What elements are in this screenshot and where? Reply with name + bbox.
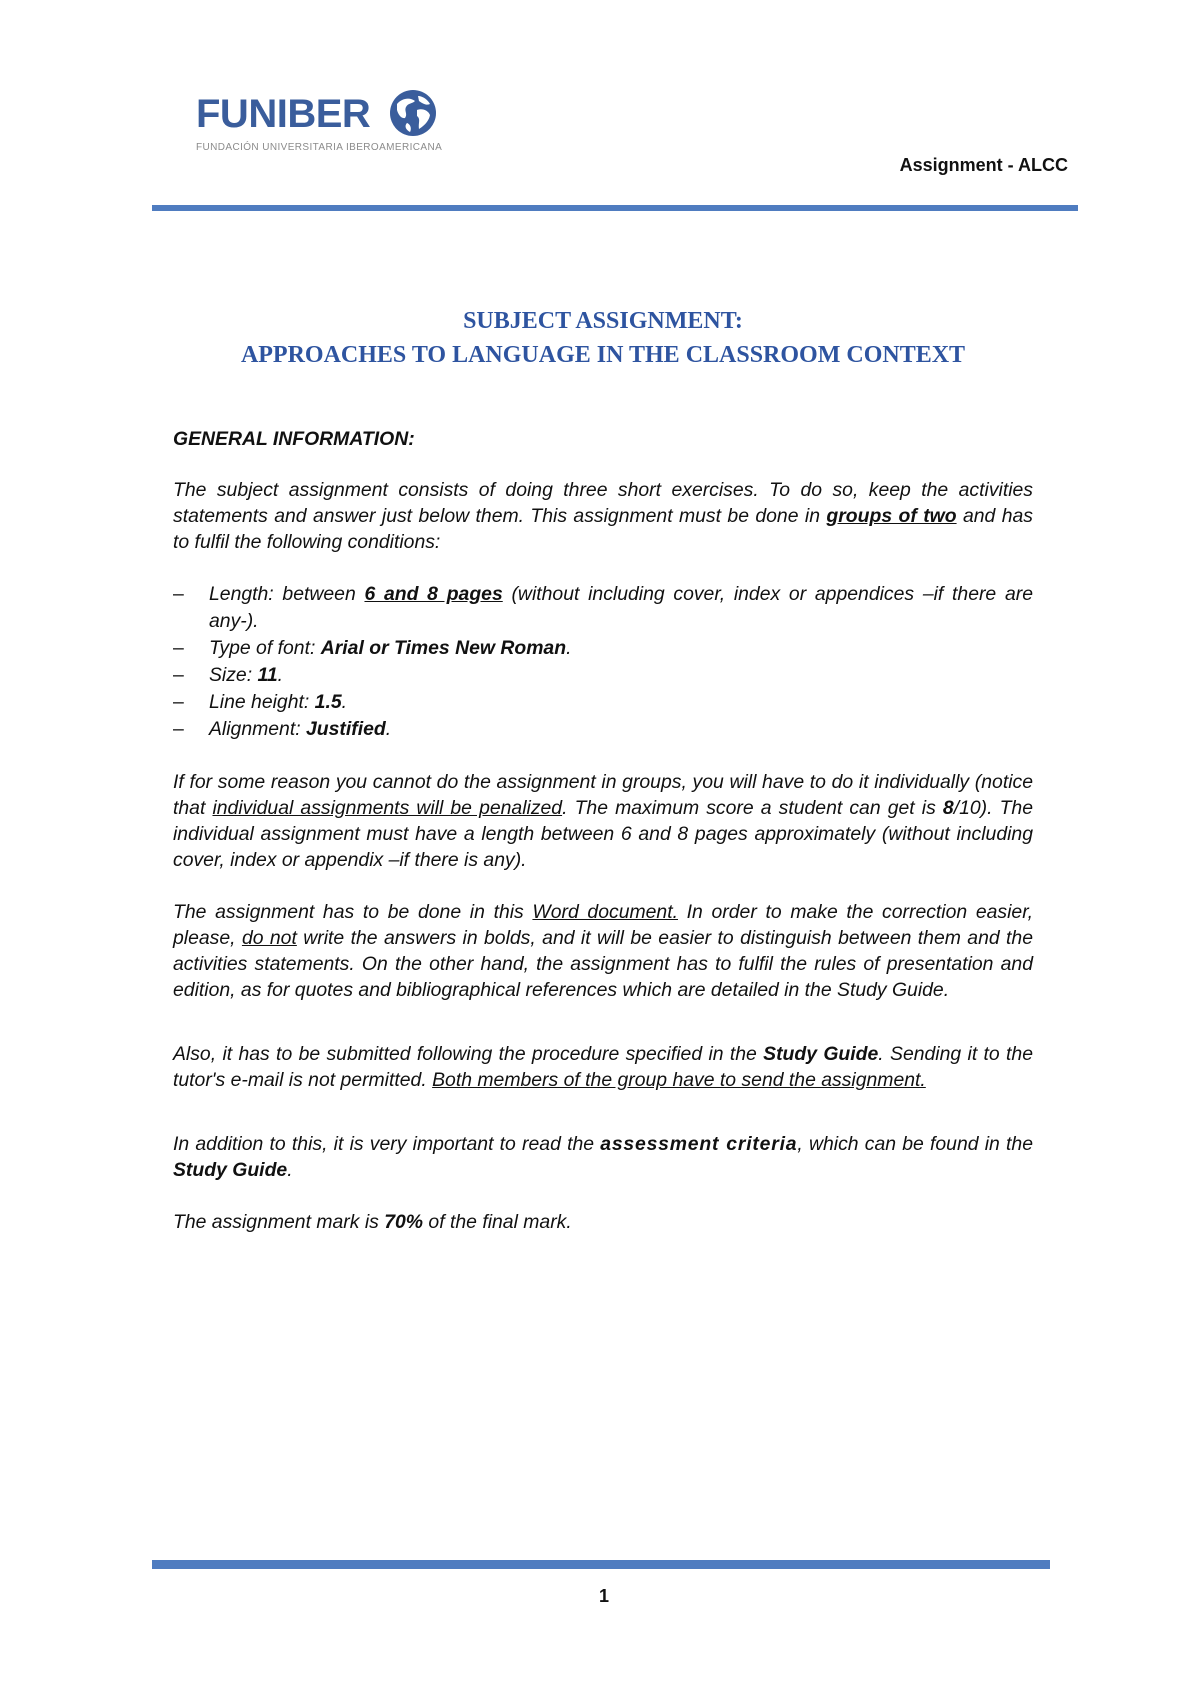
condition-rest: .	[566, 637, 572, 659]
intro-text: The subject assignment consists of doing three short exercises. To do so, keep the activities statements and answer just below them. This assignment must be done in	[173, 479, 1033, 527]
condition-value: 11	[257, 664, 278, 686]
mark-paragraph	[173, 1209, 1033, 1235]
assessment-text-b: , which can be found in the	[797, 1133, 1034, 1155]
document-body	[173, 426, 1033, 1235]
conditions-list	[173, 581, 1033, 743]
header-assignment-label: Assignment - ALCC	[899, 155, 1068, 175]
footer-rule	[152, 1560, 1050, 1569]
title-line-2: APPROACHES TO LANGUAGE IN THE CLASSROOM CONTEXT	[240, 342, 966, 368]
mark-text-a: The assignment mark is	[173, 1211, 385, 1233]
submission-text-b: . Sending it to the tutor's e-mail is not permitted.	[173, 1043, 1033, 1091]
submission-paragraph	[173, 1041, 1033, 1093]
do-not: do not	[241, 927, 297, 949]
format-text-c: write the answers in bolds, and it will be easier to distinguish between them and the activities statements. On the other hand, the assignment has to fulfil the rules of presentation and edition, as for quotes and bibliographical references which are detailed in the Study Guide.	[173, 927, 1033, 1001]
condition-value: Justified	[306, 718, 386, 740]
groups-of-two: groups of two	[826, 505, 957, 527]
mark-value: 70%	[384, 1211, 424, 1233]
condition-rest: .	[277, 664, 284, 686]
individual-text-a: If for some reason you cannot do the assignment in groups, you will have to do it individually (notice that	[173, 771, 1033, 819]
condition-value: 1.5	[314, 691, 342, 713]
study-guide: Study Guide	[173, 1159, 288, 1181]
mark-text-b: of the final mark.	[423, 1211, 572, 1233]
condition-alignment: – Alignment: Justified.	[173, 718, 392, 740]
max-score: 8	[942, 797, 954, 819]
assessment-text-c: .	[287, 1159, 293, 1181]
format-text-b: In order to make the correction easier, please,	[173, 901, 1033, 949]
individual-text-c: /10). The individual assignment must have a length between 6 and 8 pages approximately (without including cover, index or appendix –if there is any).	[173, 797, 1034, 871]
format-paragraph	[173, 899, 1033, 1003]
condition-label: Size:	[209, 664, 258, 686]
condition-value: Arial or Times New Roman	[320, 637, 567, 659]
general-information-heading: GENERAL INFORMATION:	[173, 428, 415, 450]
globe-icon	[388, 88, 438, 138]
submission-text-a: Also, it has to be submitted following the procedure specified in the	[173, 1043, 764, 1065]
condition-font: – Type of font: Arial or Times New Roman.	[173, 637, 572, 659]
title-line-1: SUBJECT ASSIGNMENT:	[463, 308, 743, 334]
intro-paragraph	[173, 477, 1033, 555]
condition-rest: .	[385, 718, 392, 740]
condition-value: 6 and 8 pages	[364, 583, 503, 605]
format-text-a: The assignment has to be done in this	[173, 901, 533, 923]
logo-wordmark: FUNIBER	[196, 92, 371, 136]
assessment-paragraph	[173, 1131, 1033, 1183]
condition-size: – Size: 11.	[173, 664, 284, 686]
both-members-note: Both members of the group have to send the assignment.	[432, 1069, 926, 1091]
page-number: 1	[598, 1586, 609, 1606]
logo-subtitle: FUNDACIÓN UNIVERSITARIA IBEROAMERICANA	[196, 142, 443, 153]
condition-line-height: – Line height: 1.5.	[173, 691, 348, 713]
condition-label: Length: between	[209, 583, 365, 605]
intro-end: and has to fulfil the following conditions:	[173, 505, 1033, 553]
funiber-logo	[196, 88, 466, 158]
condition-label: Line height:	[209, 691, 315, 713]
individual-text-b: . The maximum score a student can get is	[562, 797, 943, 819]
condition-rest: .	[341, 691, 348, 713]
condition-label: Alignment:	[209, 718, 307, 740]
header-rule	[152, 205, 1078, 211]
penalized-note: individual assignments will be penalized	[212, 797, 563, 819]
word-document: Word document.	[532, 901, 678, 923]
condition-rest: (without including cover, index or appendices –if there are any-).	[209, 583, 1033, 632]
assessment-criteria: assessment criteria	[600, 1133, 798, 1155]
assessment-text-a: In addition to this, it is very important to read the	[173, 1133, 601, 1155]
study-guide: Study Guide	[763, 1043, 879, 1065]
condition-length: – Length: between 6 and 8 pages (without including cover, index or appendices –if there are any-).	[173, 583, 1033, 632]
individual-paragraph	[173, 769, 1033, 873]
condition-label: Type of font:	[209, 637, 321, 659]
